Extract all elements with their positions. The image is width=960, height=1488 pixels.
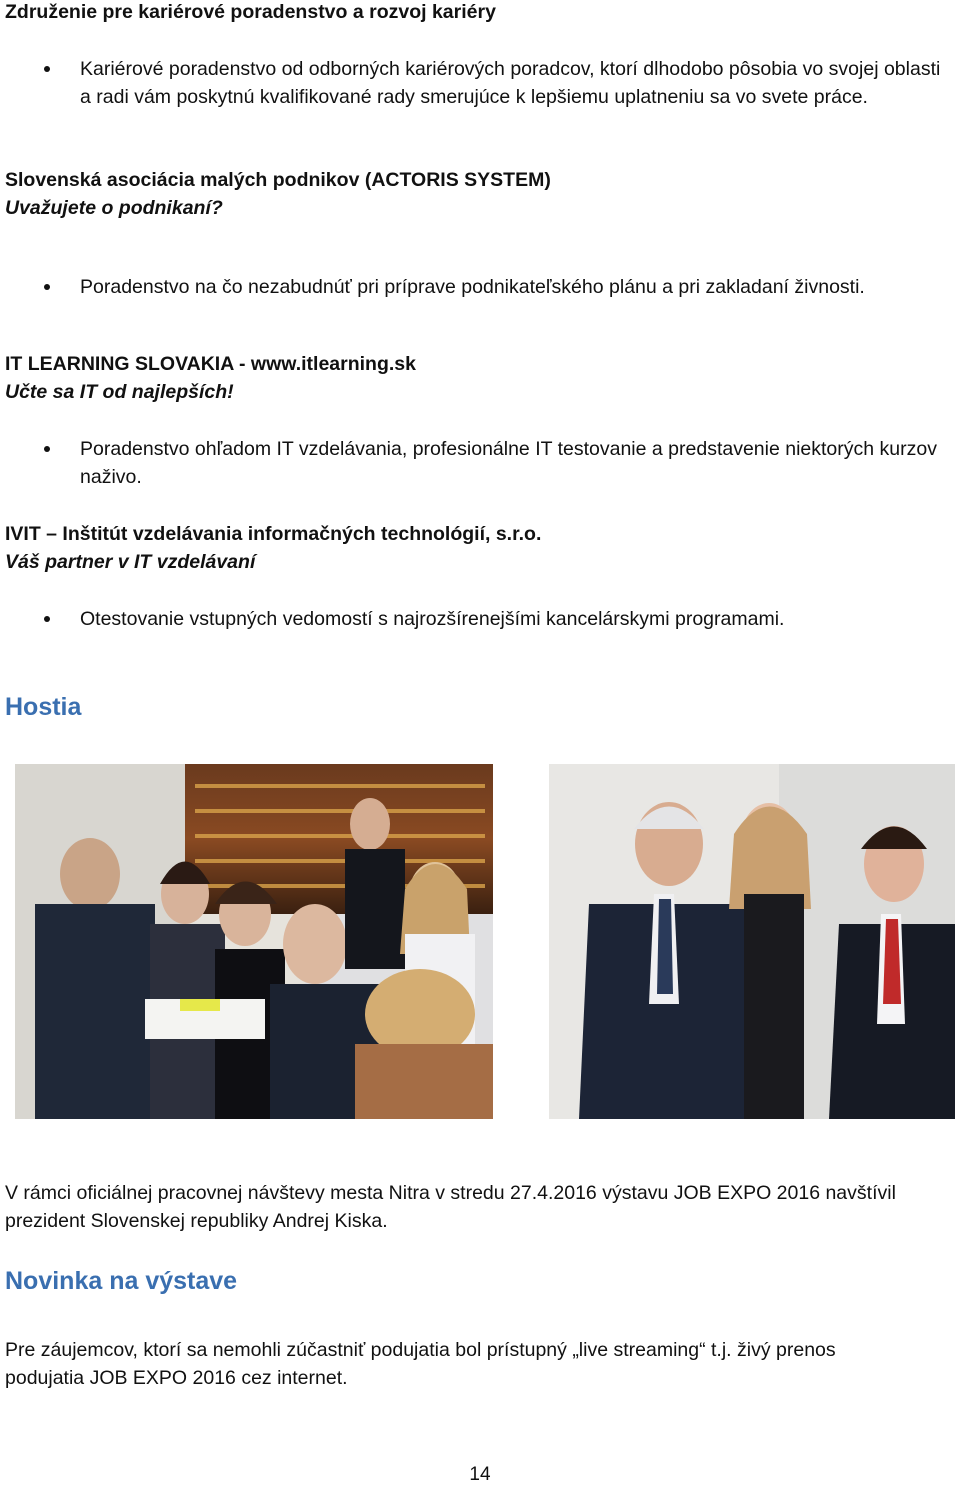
section-title-career: Združenie pre kariérové poradenstvo a rozvoj kariéry [5,1,496,23]
bullet-icon [44,616,50,622]
section-title-actoris: Slovenská asociácia malých podnikov (ACTORIS SYSTEM) [5,169,551,191]
news-line2: podujatia JOB EXPO 2016 cez internet. [5,1367,348,1389]
guests-caption-line1: V rámci oficiálnej pracovnej návštevy mesta Nitra v stredu 27.4.2016 výstavu JOB EXPO 2016 navštívil [5,1182,896,1204]
section-subtitle-ivit: Váš partner v IT vzdelávaní [5,551,256,573]
page-number: 14 [469,1464,491,1485]
section-title-ivit: IVIT – Inštitút vzdelávania informačných technológií, s.r.o. [5,523,542,545]
photo-president-visit-group [15,764,493,1119]
bullet-text-career: Kariérové poradenstvo od odborných kariérových poradcov, ktorí dlhodobo pôsobia vo svojej oblasti a radi vám poskytnú kvalifikované rady smerujúce k lepšiemu uplatneniu sa vo svete práce. [80,58,941,108]
bullet-icon [44,284,50,290]
section-subtitle-actoris: Uvažujete o podnikaní? [5,197,223,219]
bullet-text-itlearning: Poradenstvo ohľadom IT vzdelávania, profesionálne IT testovanie a predstavenie niektorých kurzov naživo. [80,438,937,488]
bullet-text-actoris: Poradenstvo na čo nezabudnúť pri príprave podnikateľského plánu a pri zakladaní živnosti. [80,276,865,298]
guests-caption-line2: prezident Slovenskej republiky Andrej Kiska. [5,1210,388,1232]
heading-guests: Hostia [5,693,82,721]
section-title-itlearning: IT LEARNING SLOVAKIA - www.itlearning.sk [5,353,416,375]
section-subtitle-itlearning: Učte sa IT od najlepších! [5,381,234,403]
bullet-icon [44,66,50,72]
bullet-icon [44,446,50,452]
bullet-text-ivit: Otestovanie vstupných vedomostí s najrozšírenejšími kancelárskymi programami. [80,608,785,630]
heading-news: Novinka na výstave [5,1267,238,1295]
news-line1: Pre záujemcov, ktorí sa nemohli zúčastniť podujatia bol prístupný „live streaming“ t.j. živý prenos [5,1339,836,1361]
photo-president-conversation [549,764,955,1119]
